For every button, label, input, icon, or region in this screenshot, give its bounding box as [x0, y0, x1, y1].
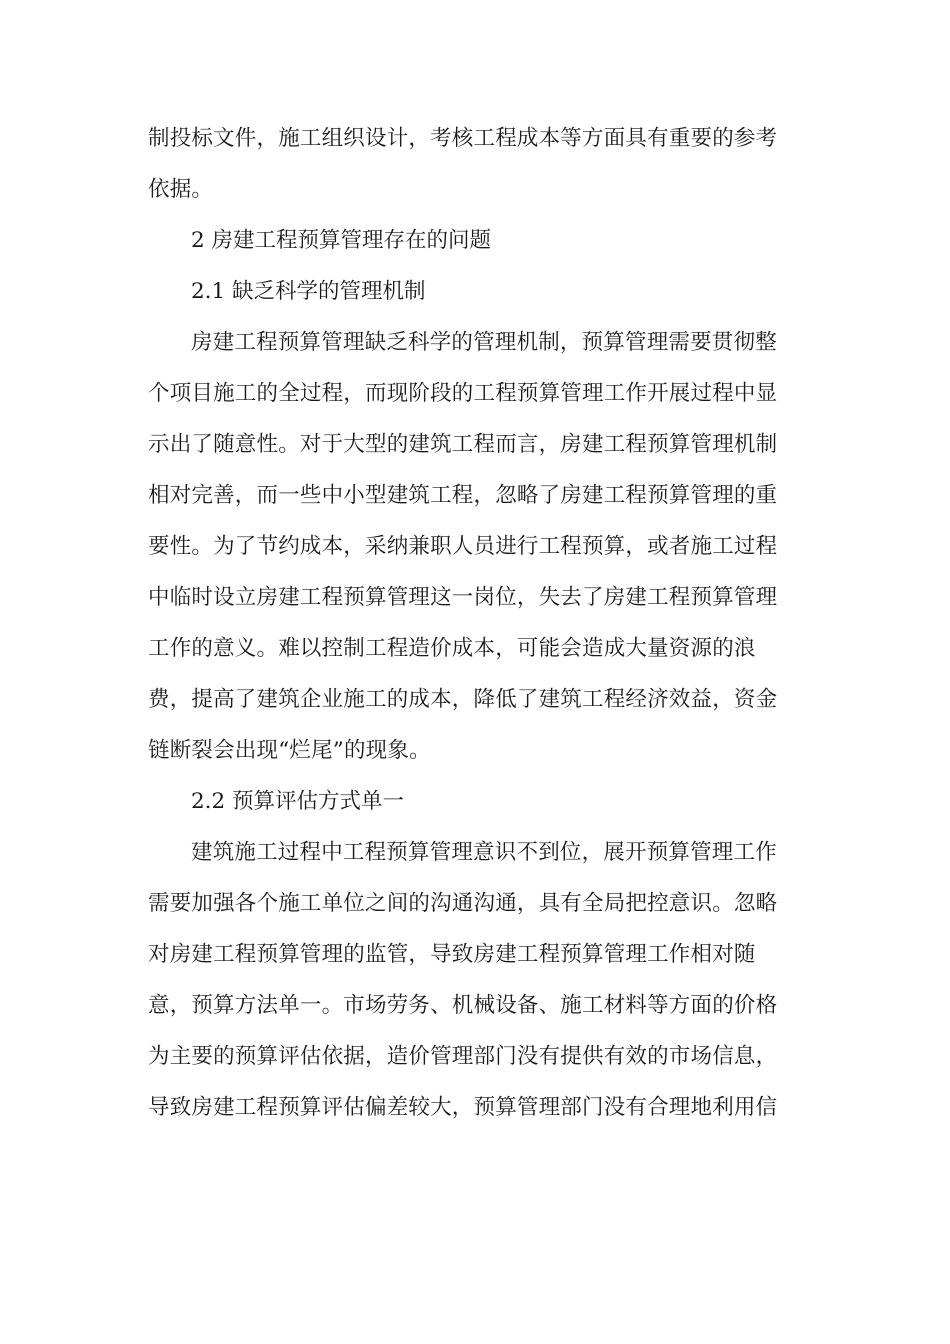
paragraph-line: 导致房建工程预算评估偏差较大，预算管理部门没有合理地利用信	[148, 1095, 778, 1120]
paragraph-line: 依据。	[148, 177, 214, 202]
paragraph-line: 需要加强各个施工单位之间的沟通沟通，具有全局把控意识。忽略	[148, 891, 778, 916]
paragraph-line: 对房建工程预算管理的监管，导致房建工程预算管理工作相对随	[148, 942, 756, 967]
paragraph-line: 为主要的预算评估依据，造价管理部门没有提供有效的市场信息，	[148, 1044, 778, 1069]
document-body	[148, 113, 800, 1133]
paragraph-line: 中临时设立房建工程预算管理这一岗位，失去了房建工程预算管理	[148, 585, 778, 610]
paragraph-line: 制投标文件，施工组织设计，考核工程成本等方面具有重要的参考	[148, 126, 778, 151]
paragraph-line: 建筑施工过程中工程预算管理意识不到位，展开预算管理工作	[191, 840, 777, 865]
paragraph-line: 个项目施工的全过程，而现阶段的工程预算管理工作开展过程中显	[148, 381, 778, 406]
paragraph-line: 链断裂会出现“烂尾”的现象。	[148, 738, 431, 763]
paragraph-line: 房建工程预算管理缺乏科学的管理机制，预算管理需要贯彻整	[191, 330, 777, 355]
paragraph-line: 示出了随意性。对于大型的建筑工程而言，房建工程预算管理机制	[148, 432, 778, 457]
paragraph-line: 相对完善，而一些中小型建筑工程，忽略了房建工程预算管理的重	[148, 483, 778, 508]
section-heading: 2 房建工程预算管理存在的问题	[191, 228, 492, 253]
paragraph-line: 工作的意义。难以控制工程造价成本，可能会造成大量资源的浪	[148, 636, 756, 661]
paragraph-line: 费，提高了建筑企业施工的成本，降低了建筑工程经济效益，资金	[148, 687, 778, 712]
subsection-heading: 2.2 预算评估方式单一	[191, 789, 405, 814]
paragraph-line: 要性。为了节约成本，采纳兼职人员进行工程预算，或者施工过程	[148, 534, 778, 559]
subsection-heading: 2.1 缺乏科学的管理机制	[191, 279, 426, 304]
paragraph-line: 意，预算方法单一。市场劳务、机械设备、施工材料等方面的价格	[148, 993, 778, 1018]
